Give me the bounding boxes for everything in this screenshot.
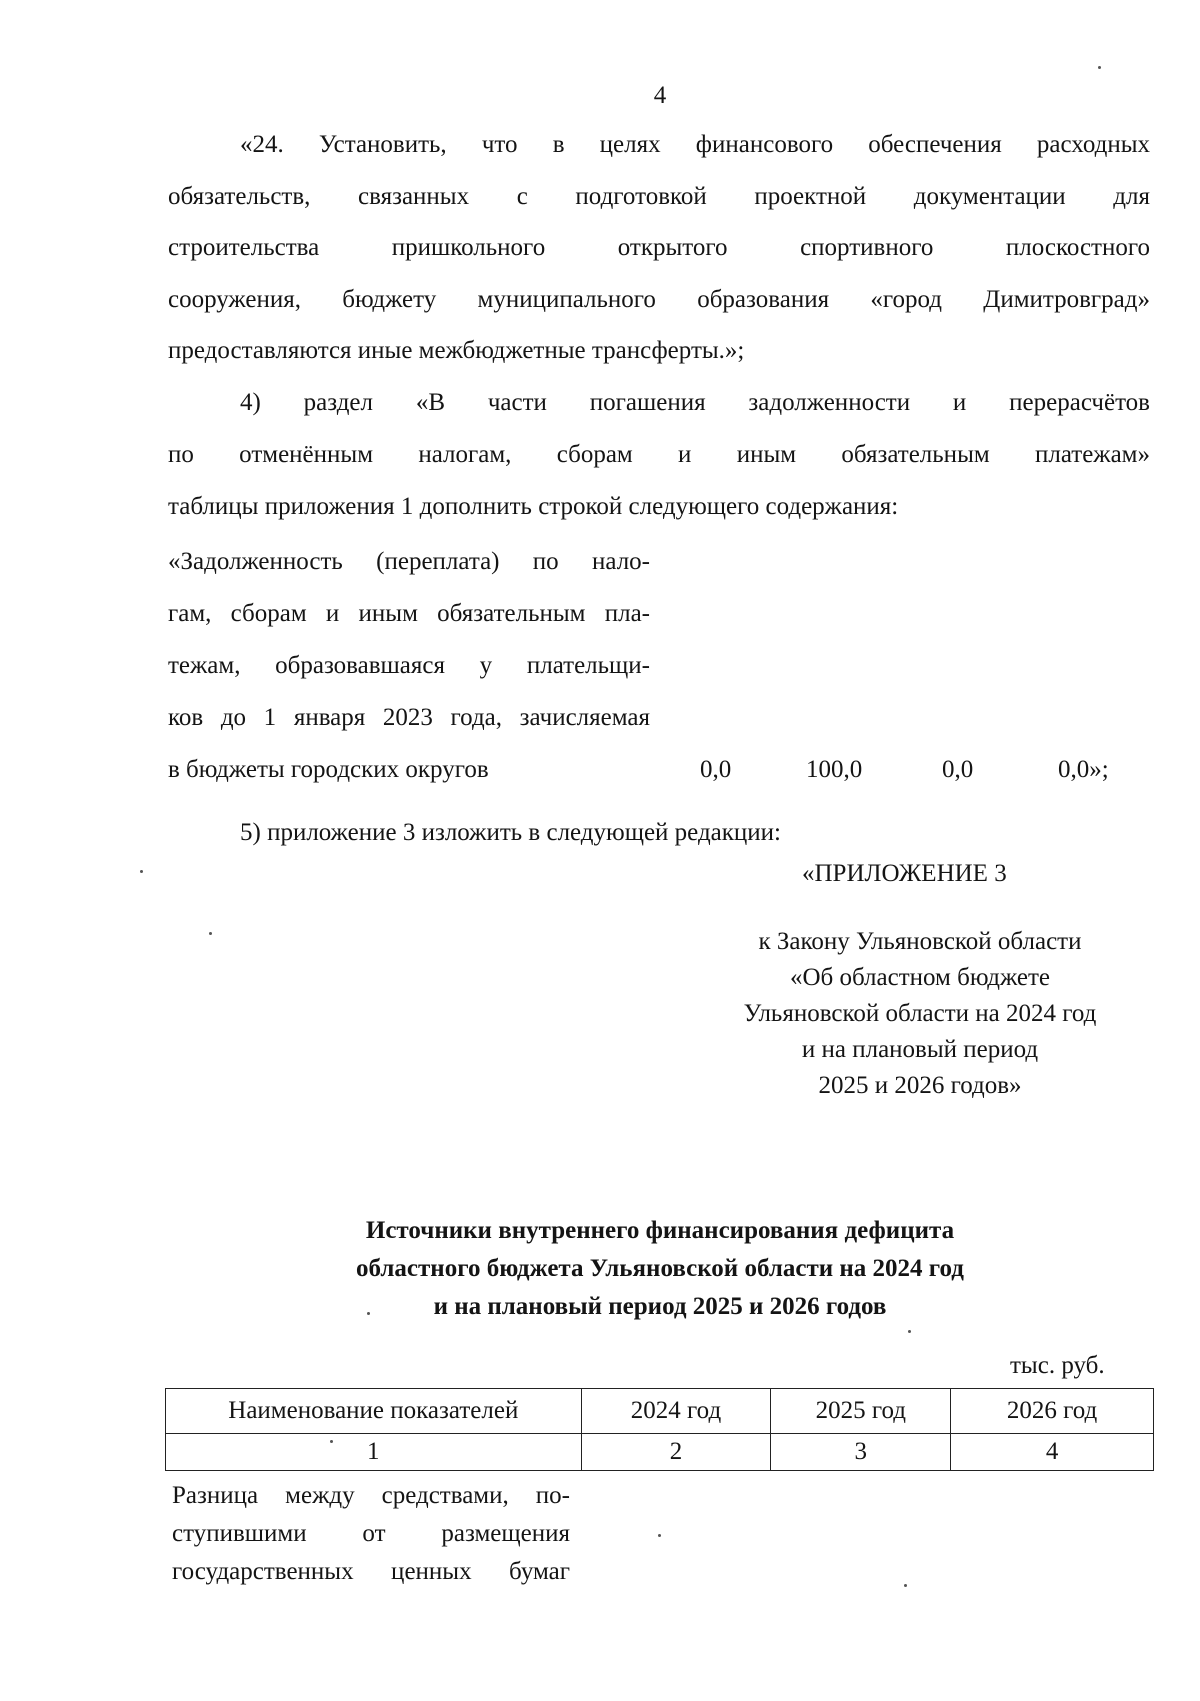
item-5: 5) приложение 3 изложить в следующей редакции: — [240, 819, 781, 846]
inserted-row-name-line: в бюджеты городских округов — [168, 756, 489, 783]
heading-line: Источники внутреннего финансирования дефицита — [365, 1217, 955, 1244]
paragraph-line: обязательств, связанных с подготовкой проектной документации для — [168, 183, 1150, 210]
column-header-name: Наименование показателей — [166, 1389, 582, 1434]
item-4-line: таблицы приложения 1 дополнить строкой следующего содержания: — [168, 493, 899, 520]
paragraph-line: «24. Установить, что в целях финансового обеспечения расходных — [240, 131, 1150, 158]
column-number-4: 4 — [951, 1434, 1154, 1471]
item-4-line: 4) раздел «В части погашения задолженности и перерасчётов — [240, 389, 1150, 416]
first-row-name-line: ступившими от размещения — [172, 1520, 570, 1547]
heading-line: и на плановый период 2025 и 2026 годов — [433, 1293, 887, 1320]
heading-line: областного бюджета Ульяновской области на 2024 год — [356, 1255, 964, 1282]
document-heading — [250, 1212, 1070, 1326]
scan-speck — [908, 1330, 911, 1333]
value-2026: 0,0 — [942, 756, 974, 783]
table-number-row — [166, 1434, 1154, 1471]
inserted-row-name-line: тежам, образовавшаяся у плательщи- — [168, 652, 650, 679]
appendix-header: «ПРИЛОЖЕНИЕ 3 — [802, 860, 1007, 887]
column-number-1: 1 — [166, 1434, 582, 1471]
inserted-row-name-line: «Задолженность (переплата) по нало- — [168, 548, 650, 575]
budget-table — [165, 1388, 1154, 1471]
appendix-line: 2025 и 2026 годов» — [818, 1072, 1022, 1099]
paragraph-line: строительства пришкольного открытого спортивного плоскостного — [168, 234, 1150, 261]
paragraph-line: предоставляются иные межбюджетные трансферты.»; — [168, 337, 745, 364]
table-header-row — [166, 1389, 1154, 1434]
column-header-2024: 2024 год — [581, 1389, 771, 1434]
appendix-block — [700, 924, 1140, 1104]
item-4-line: по отменённым налогам, сборам и иным обязательным платежам» — [168, 441, 1150, 468]
column-header-2025: 2025 год — [771, 1389, 951, 1434]
column-header-2026: 2026 год — [951, 1389, 1154, 1434]
value-total: 0,0»; — [1058, 756, 1109, 783]
scan-speck — [904, 1584, 907, 1587]
inserted-row-name-line: гам, сборам и иным обязательным пла- — [168, 600, 650, 627]
appendix-line: к Закону Ульяновской области — [758, 928, 1082, 955]
inserted-row-name-line: ков до 1 января 2023 года, зачисляемая — [168, 704, 650, 731]
column-number-3: 3 — [771, 1434, 951, 1471]
first-row-name — [172, 1477, 570, 1591]
units-label: тыс. руб. — [1010, 1352, 1105, 1379]
appendix-line: и на плановый период — [801, 1036, 1039, 1063]
appendix-line: «Об областном бюджете — [789, 964, 1051, 991]
scan-speck — [330, 1440, 333, 1443]
scan-speck — [209, 932, 212, 935]
scan-speck — [367, 1312, 370, 1315]
paragraph-line: сооружения, бюджету муниципального образования «город Димитровград» — [168, 286, 1150, 313]
column-number-2: 2 — [581, 1434, 771, 1471]
value-2025: 100,0 — [806, 756, 863, 783]
first-row-name-line: Разница между средствами, по- — [172, 1482, 570, 1509]
page-number: 4 — [653, 82, 667, 109]
scan-speck — [1098, 66, 1101, 69]
first-row-name-line: государственных ценных бумаг — [172, 1558, 570, 1585]
scan-speck — [140, 870, 143, 873]
scan-speck — [658, 1534, 661, 1537]
appendix-line: Ульяновской области на 2024 год — [743, 1000, 1097, 1027]
value-2024: 0,0 — [700, 756, 732, 783]
